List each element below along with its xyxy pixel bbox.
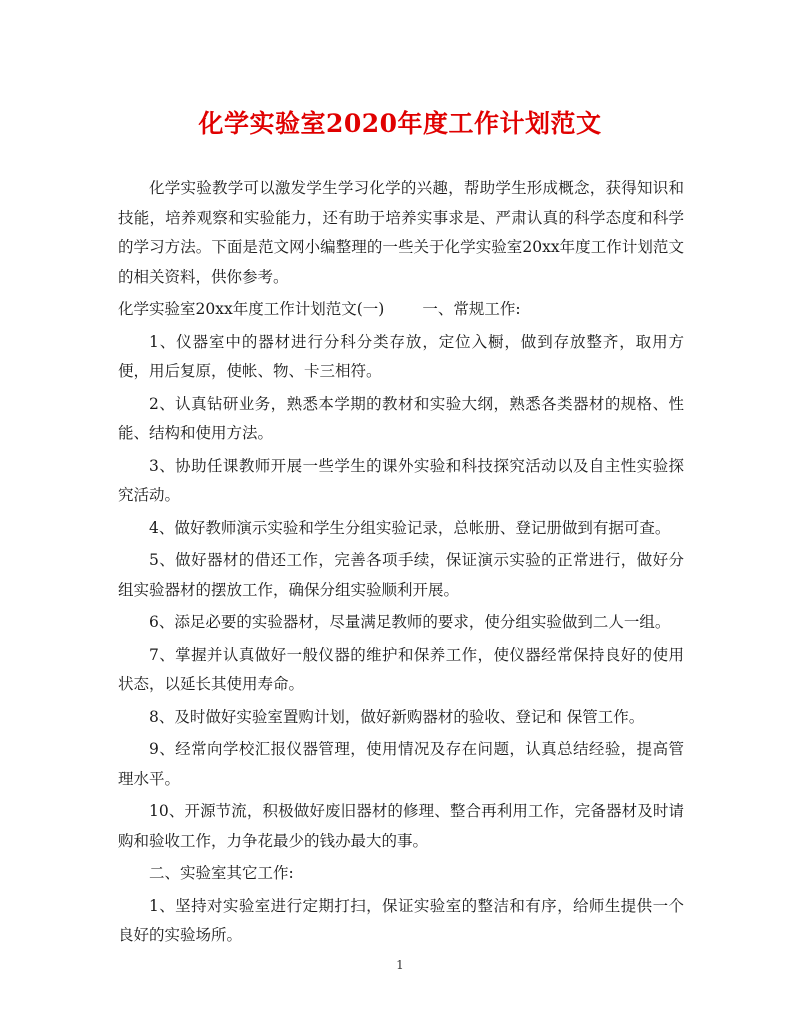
document-title: 化学实验室2020年度工作计划范文 bbox=[198, 109, 602, 138]
list-item: 6、添足必要的实验器材，尽量满足教师的要求，使分组实验做到二人一组。 bbox=[149, 613, 671, 631]
section-heading-title: 化学实验室20xx年度工作计划范文(一) bbox=[118, 300, 385, 318]
list-item: 9、经常向学校汇报仪器管理，使用情况及存在问题，认真总结经验，提高管理水平。 bbox=[118, 740, 684, 788]
list-item: 1、仪器室中的器材进行分科分类存放，定位入橱，做到存放整齐，取用方便，用后复原，使帐、物、卡三相符。 bbox=[118, 332, 684, 380]
list-item: 7、掌握并认真做好一般仪器的维护和保养工作，使仪器经常保持良好的使用状态，以延长其使用寿命。 bbox=[118, 645, 684, 693]
list-item: 10、开源节流，积极做好废旧器材的修理、整合再利用工作，完备器材及时请购和验收工作，力争花最少的钱办最大的事。 bbox=[118, 802, 684, 850]
list-item: 5、做好器材的借还工作，完善各项手续，保证演示实验的正常进行，做好分组实验器材的摆放工作，确保分组实验顺利开展。 bbox=[118, 551, 684, 599]
section-heading-subtitle: 一、常规工作: bbox=[422, 300, 521, 318]
section-heading bbox=[118, 295, 684, 325]
list-item: 4、做好教师演示实验和学生分组实验记录，总帐册、登记册做到有据可查。 bbox=[149, 518, 671, 537]
list-item: 1、坚持对实验室进行定期打扫，保证实验室的整洁和有序，给师生提供一个良好的实验场所。 bbox=[118, 896, 684, 944]
page-number: 1 bbox=[396, 958, 404, 972]
intro-paragraph: 化学实验教学可以激发学生学习化学的兴趣，帮助学生形成概念，获得知识和技能，培养观察和实验能力，还有助于培养实事求是、严肃认真的科学态度和科学的学习方法。下面是范文网小编整理的一些关于化学实验室20xx年度工作计划范文的相关资料，供你参考。 bbox=[118, 179, 684, 286]
section2-heading: 二、实验室其它工作: bbox=[149, 864, 294, 882]
list-item: 3、协助任课教师开展一些学生的课外实验和科技探究活动以及自主性实验探究活动。 bbox=[118, 456, 684, 504]
list-item: 8、及时做好实验室置购计划，做好新购器材的验收、登记和 保管工作。 bbox=[149, 707, 645, 726]
document-body bbox=[118, 174, 684, 954]
list-item: 2、认真钻研业务，熟悉本学期的教材和实验大纲，熟悉各类器材的规格、性能、结构和使用方法。 bbox=[118, 394, 684, 442]
